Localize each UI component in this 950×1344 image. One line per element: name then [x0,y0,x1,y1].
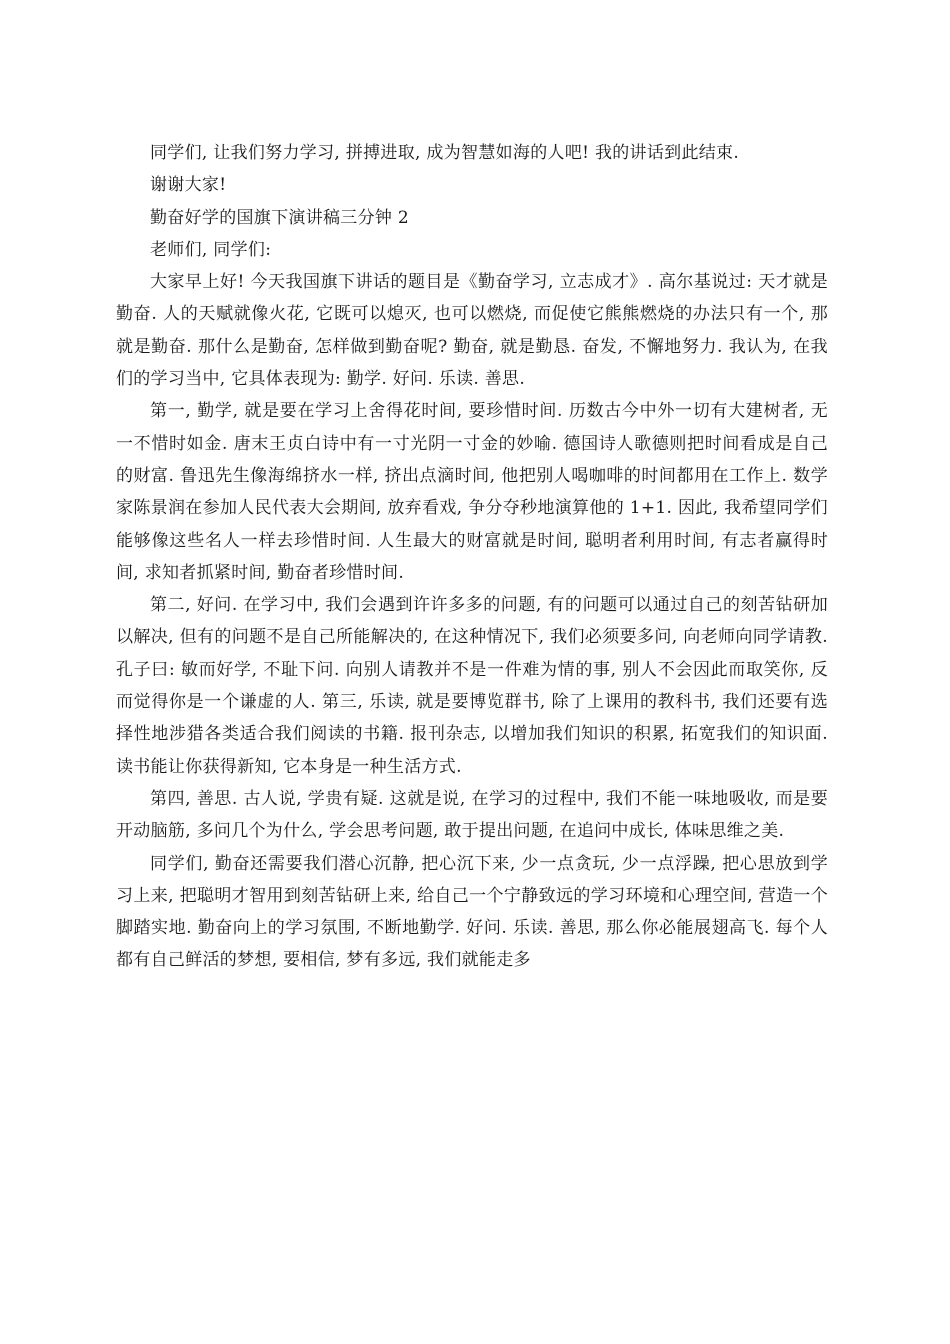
speech-title: 勤奋好学的国旗下演讲稿三分钟 2 [150,207,410,228]
paragraph-fourth-point: 第四, 善思. 古人说, 学贵有疑. 这就是说, 在学习的过程中, 我们不能一味地吸收, 而是要开动脑筋, 多问几个为什么, 学会思考问题, 敢于提出问题, 在追问中成长, 体味思维之美. [116,788,828,842]
paragraph-second-point: 第二, 好问. 在学习中, 我们会遇到许许多多的问题, 有的问题可以通过自己的刻苦钻研加以解决, 但有的问题不是自己所能解决的, 在这种情况下, 我们必须要多问, 向老师向同学请教. 孔子曰: 敏而好学, 不耻下问. 向别人请教并不是一件难为情的事, 别人不会因此而取笑你, 反而觉得你是一个谦虚的人. 第三, 乐读, 就是要博览群书, 除了上课用的教科书, 我们还要有选择性地涉猎各类适合我们阅读的书籍. 报刊杂志, 以增加我们知识的积累, 拓宽我们的知识面. 读书能让你获得新知, 它本身是一种生活方式. [116,595,828,777]
paragraph-thanks: 谢谢大家! [150,175,227,196]
paragraph-first-point: 第一, 勤学, 就是要在学习上舍得花时间, 要珍惜时间. 历数古今中外一切有大建树者, 无一不惜时如金. 唐末王贞白诗中有一寸光阴一寸金的妙喻. 德国诗人歌德则把时间看成是自己的财富. 鲁迅先生像海绵挤水一样, 挤出点滴时间, 他把别人喝咖啡的时间都用在工作上. 数学家陈景润在参加人民代表大会期间, 放弃看戏, 争分夺秒地演算他的 1+1. 因此, 我希望同学们能够像这些名人一样去珍惜时间. 人生最大的财富就是时间, 聪明者利用时间, 有志者赢得时间, 求知者抓紧时间, 勤奋者珍惜时间. [116,401,828,583]
paragraph-conclusion: 同学们, 勤奋还需要我们潜心沉静, 把心沉下来, 少一点贪玩, 少一点浮躁, 把心思放到学习上来, 把聪明才智用到刻苦钻研上来, 给自己一个宁静致远的学习环境和心理空间, 营造一个脚踏实地. 勤奋向上的学习氛围, 不断地勤学. 好问. 乐读. 善思, 那么你必能展翅高飞. 每个人都有自己鲜活的梦想, 要相信, 梦有多远, 我们就能走多 [116,853,828,971]
paragraph-closing-remark: 同学们, 让我们努力学习, 拼搏进取, 成为智慧如海的人吧! 我的讲话到此结束. [150,143,740,163]
paragraph-intro: 大家早上好! 今天我国旗下讲话的题目是《勤奋学习, 立志成才》. 高尔基说过: 天才就是勤奋. 人的天赋就像火花, 它既可以熄灭, 也可以燃烧, 而促使它熊熊燃烧的办法只有一个, 那就是勤奋. 那什么是勤奋, 怎样做到勤奋呢? 勤奋, 就是勤恳. 奋发, 不懈地努力. 我认为, 在我们的学习当中, 它具体表现为: 勤学. 好问. 乐读. 善思. [116,272,828,390]
salutation: 老师们, 同学们: [150,239,272,260]
document-body [116,137,828,977]
